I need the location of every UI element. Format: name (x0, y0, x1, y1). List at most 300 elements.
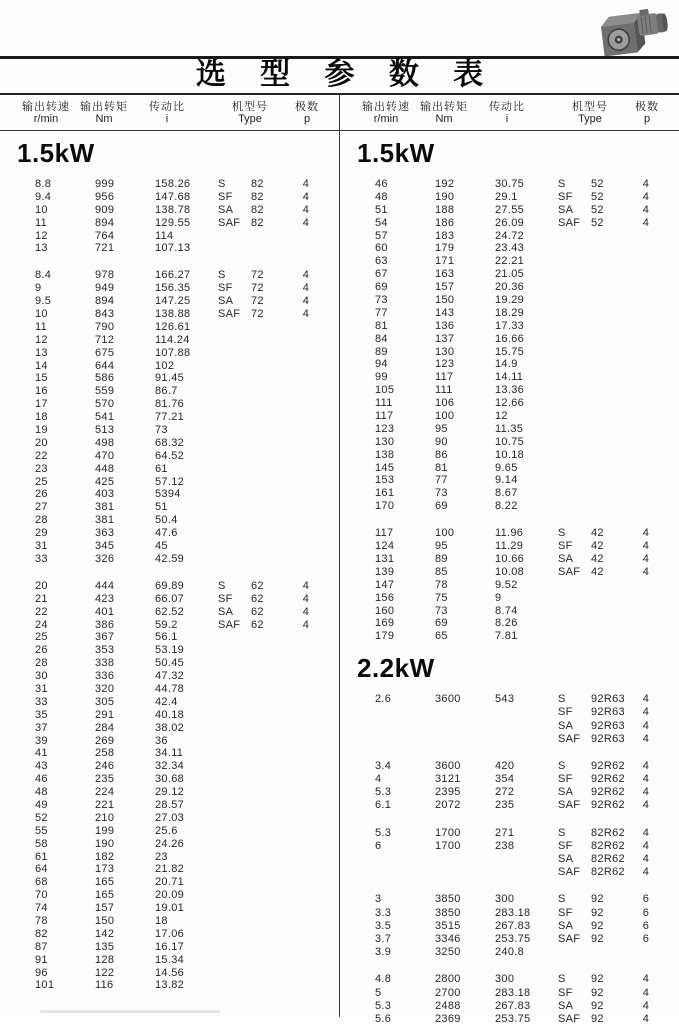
table-row (0, 398, 339, 411)
cell-torque: 171 (435, 255, 455, 268)
cell-ratio: 44.78 (155, 682, 185, 695)
cell-torque: 721 (95, 242, 115, 255)
cell-type-model (251, 488, 291, 501)
cell-type-prefix (218, 411, 251, 424)
cell-type-model (251, 760, 291, 773)
cell-type-prefix (218, 670, 251, 683)
cell-ratio: 11.29 (495, 540, 524, 553)
cell-speed: 67 (375, 268, 388, 281)
cell-type-prefix: SAF (558, 932, 581, 945)
cell-torque: 345 (95, 540, 115, 553)
cell-ratio: 27.03 (155, 811, 185, 824)
cell-ratio: 283.18 (495, 906, 531, 919)
cell-poles (291, 242, 321, 255)
cell-speed: 28 (35, 514, 48, 527)
row-group (340, 827, 679, 880)
cell-type-model (251, 657, 291, 670)
gear-motor-photo (592, 3, 672, 63)
table-row (340, 566, 679, 579)
column-unit-poles: p (303, 113, 311, 125)
cell-torque: 75 (435, 591, 448, 604)
cell-type-prefix: SAF (218, 216, 241, 229)
cell-type-prefix: S (558, 527, 566, 540)
cell-speed: 26 (35, 644, 48, 657)
cell-torque (435, 720, 495, 733)
cell-type-prefix (558, 462, 591, 475)
cell-torque: 128 (95, 953, 115, 966)
cell-torque: 165 (95, 876, 115, 889)
cell-torque: 123 (435, 358, 455, 371)
cell-speed: 51 (375, 203, 388, 216)
cell-poles (291, 437, 321, 450)
cell-type-prefix (218, 398, 251, 411)
cell-torque: 73 (435, 604, 448, 617)
cell-speed: 20 (35, 436, 48, 449)
cell-speed: 78 (35, 914, 48, 927)
cell-type-prefix: SA (558, 853, 574, 866)
cell-poles (291, 889, 321, 902)
cell-type-model: 92R63 (591, 706, 625, 719)
cell-type-prefix: SAF (218, 618, 241, 631)
cell-type-prefix (218, 954, 251, 967)
cell-poles: 4 (642, 799, 650, 812)
cell-torque: 3600 (435, 693, 461, 706)
cell-speed (375, 706, 435, 719)
cell-type-model (251, 398, 291, 411)
cell-torque: 100 (435, 527, 455, 540)
table-row (340, 410, 679, 423)
cell-torque: 157 (435, 281, 455, 294)
cell-torque: 949 (95, 282, 115, 295)
cell-torque: 77 (435, 474, 448, 487)
cell-type-model (251, 631, 291, 644)
cell-type-prefix (218, 967, 251, 980)
power-rating-heading: 1.5kW (357, 138, 435, 168)
cell-type-prefix: S (558, 178, 566, 190)
cell-type-prefix: SAF (558, 799, 581, 812)
cell-type-prefix: SAF (558, 565, 581, 578)
cell-ratio: 59.2 (155, 618, 178, 631)
cell-poles (291, 928, 321, 941)
cell-type-prefix: SF (558, 540, 573, 553)
cell-poles: 4 (642, 178, 650, 190)
cell-speed: 139 (375, 565, 395, 578)
cell-type-prefix: S (558, 759, 566, 772)
cell-ratio: 68.32 (155, 436, 185, 449)
cell-speed: 169 (375, 617, 395, 630)
cell-type-model (251, 799, 291, 812)
cell-ratio: 7.81 (495, 630, 518, 643)
page-title: 选 型 参 数 表 (195, 58, 497, 91)
cell-speed: 26 (35, 488, 48, 501)
cell-type-prefix (558, 423, 591, 436)
cell-ratio: 14.9 (495, 358, 518, 371)
cell-type-prefix (218, 863, 251, 876)
table-row (0, 321, 339, 334)
cell-ratio: 16.17 (155, 940, 185, 953)
cell-ratio: 38.02 (155, 721, 185, 734)
cell-ratio: 14.11 (495, 371, 524, 384)
cell-torque: 95 (435, 540, 448, 553)
cell-torque (435, 853, 495, 866)
table-row (0, 593, 339, 606)
cell-speed: 84 (375, 332, 388, 345)
cell-type-model (591, 410, 631, 423)
cell-poles (291, 385, 321, 398)
cell-type-model (251, 902, 291, 915)
table-row (0, 488, 339, 501)
column-header-speed: 输出转速 (22, 101, 70, 113)
cell-ratio: 11.35 (495, 422, 524, 435)
cell-speed: 31 (35, 682, 48, 695)
cell-type-prefix (218, 696, 251, 709)
cell-poles (631, 579, 661, 592)
cell-type-model (251, 437, 291, 450)
cell-type-model: 92R62 (591, 759, 625, 772)
cell-speed: 160 (375, 604, 395, 617)
cell-speed: 49 (35, 798, 48, 811)
cell-speed (375, 733, 435, 746)
cell-type-prefix (558, 242, 591, 255)
cell-type-prefix (218, 786, 251, 799)
cell-poles: 4 (642, 552, 650, 565)
table-row (340, 268, 679, 281)
cell-type-model (591, 307, 631, 320)
cell-speed: 25 (35, 475, 48, 488)
cell-type-prefix: SF (218, 592, 233, 605)
cell-torque: 843 (95, 308, 115, 321)
cell-type-model: 92 (591, 919, 604, 932)
cell-poles: 4 (642, 786, 650, 799)
table-row (0, 915, 339, 928)
cell-ratio: 10.66 (495, 552, 525, 565)
table-row (0, 683, 339, 696)
cell-ratio: 283.18 (495, 986, 531, 999)
cell-speed: 3.7 (375, 932, 392, 945)
cell-speed: 77 (375, 306, 388, 319)
cell-type-prefix: S (558, 826, 566, 839)
cell-speed: 60 (375, 242, 388, 255)
row-group (0, 580, 339, 993)
cell-speed: 179 (375, 630, 395, 643)
cell-speed: 55 (35, 824, 48, 837)
cell-torque: 86 (435, 448, 448, 461)
cell-type-prefix: SA (558, 203, 574, 216)
header-labels-row (340, 98, 679, 112)
table-row (340, 358, 679, 371)
table-row (340, 487, 679, 500)
cell-poles (291, 696, 321, 709)
cell-ratio: 8.26 (495, 617, 518, 630)
column-unit-poles: p (643, 113, 651, 125)
row-group (340, 893, 679, 959)
cell-type-prefix (218, 463, 251, 476)
cell-type-prefix: S (558, 893, 566, 906)
cell-poles (291, 501, 321, 514)
cell-type-prefix (218, 722, 251, 735)
cell-torque: 3850 (435, 906, 461, 919)
cell-torque: 386 (95, 618, 115, 631)
column-header-poles: 极数 (295, 101, 319, 113)
cell-type-model: 52 (591, 203, 604, 216)
cell-speed: 5.3 (375, 826, 392, 839)
cell-poles (631, 358, 661, 371)
cell-speed: 117 (375, 410, 394, 423)
cell-type-model (251, 450, 291, 463)
cell-poles (291, 334, 321, 347)
table-row (0, 411, 339, 424)
cell-poles: 4 (302, 618, 310, 631)
cell-type-model: 92 (591, 893, 604, 906)
cell-type-prefix (558, 358, 591, 371)
cell-speed: 24 (35, 618, 48, 631)
cell-ratio: 30.75 (495, 178, 525, 190)
cell-ratio: 14.56 (155, 966, 185, 979)
cell-ratio: 9 (495, 591, 502, 604)
cell-type-model (251, 863, 291, 876)
cell-torque: 1700 (435, 826, 461, 839)
cell-ratio: 66.07 (155, 592, 185, 605)
cell-poles (291, 657, 321, 670)
cell-ratio: 45 (155, 540, 168, 553)
cell-ratio: 10.75 (495, 435, 525, 448)
row-group (340, 693, 679, 746)
cell-torque: 150 (435, 294, 455, 307)
cell-type-prefix (218, 735, 251, 748)
cell-torque: 326 (95, 552, 115, 565)
cell-type-prefix: S (218, 269, 226, 282)
cell-poles (291, 670, 321, 683)
cell-torque: 122 (95, 966, 115, 979)
cell-poles: 6 (642, 919, 650, 932)
cell-ratio: 28.57 (155, 798, 185, 811)
cell-type-model (251, 411, 291, 424)
cell-speed: 22 (35, 605, 48, 618)
table-row (340, 720, 679, 733)
cell-ratio: 8.67 (495, 487, 518, 500)
cell-ratio: 18 (155, 914, 168, 927)
cell-speed: 5.3 (375, 999, 392, 1012)
table-row (340, 255, 679, 268)
table-row (0, 786, 339, 799)
cell-torque: 353 (95, 644, 115, 657)
cell-ratio: 138.78 (155, 203, 191, 216)
header-units-row (0, 113, 339, 127)
table-row (340, 933, 679, 946)
cell-ratio: 24.26 (155, 837, 185, 850)
column-header-type: 机型号 (572, 101, 608, 113)
cell-type-model (251, 967, 291, 980)
cell-torque: 190 (435, 190, 455, 203)
cell-type-model (251, 851, 291, 864)
cell-ratio (495, 853, 558, 866)
column-unit-type: Type (578, 113, 602, 125)
cell-type-prefix (218, 514, 251, 527)
cell-type-model: 82 (251, 216, 264, 229)
cell-speed: 161 (375, 487, 395, 500)
table-row (340, 423, 679, 436)
cell-ratio: 19.01 (155, 902, 185, 915)
cell-type-prefix: SF (558, 706, 573, 719)
cell-torque: 2488 (435, 999, 461, 1012)
cell-type-model (251, 424, 291, 437)
cell-poles (631, 255, 661, 268)
cell-type-model (251, 514, 291, 527)
table-row (0, 825, 339, 838)
cell-speed: 73 (375, 294, 388, 307)
cell-ratio: 12.66 (495, 397, 525, 410)
cell-ratio: 10.18 (495, 448, 525, 461)
cell-ratio: 156.35 (155, 282, 191, 295)
cell-ratio: 42.59 (155, 552, 185, 565)
table-row (340, 760, 679, 773)
cell-speed: 147 (375, 578, 395, 591)
cell-torque: 69 (435, 617, 448, 630)
cell-type-model (251, 670, 291, 683)
cell-speed: 5 (375, 986, 382, 999)
cell-type-model (591, 281, 631, 294)
cell-poles (291, 979, 321, 992)
cell-type-model (251, 360, 291, 373)
cell-poles (291, 709, 321, 722)
cell-type-prefix (558, 946, 591, 959)
table-header-left (0, 96, 339, 130)
cell-torque: 90 (435, 435, 448, 448)
cell-type-prefix (558, 436, 591, 449)
table-row (0, 514, 339, 527)
cell-type-model (591, 384, 631, 397)
table-row (340, 333, 679, 346)
cell-type-model (251, 476, 291, 489)
table-row (340, 920, 679, 933)
table-row (0, 437, 339, 450)
table-row (0, 696, 339, 709)
cell-type-prefix (218, 760, 251, 773)
cell-speed: 13 (35, 346, 48, 359)
table-row (0, 644, 339, 657)
cell-torque: 150 (95, 914, 115, 927)
cell-speed: 46 (375, 178, 388, 190)
table-row (0, 217, 339, 230)
cell-speed: 130 (375, 435, 395, 448)
cell-speed: 6 (375, 839, 382, 852)
cell-type-prefix: SF (558, 190, 573, 203)
cell-type-model (591, 333, 631, 346)
cell-poles: 4 (642, 693, 650, 706)
cell-type-prefix (558, 474, 591, 487)
cell-type-model: 82R62 (591, 839, 625, 852)
cell-type-prefix (218, 838, 251, 851)
table-row (0, 178, 339, 191)
cell-speed: 16 (35, 385, 48, 398)
row-group (340, 973, 679, 1026)
cell-poles (291, 799, 321, 812)
cell-speed: 11 (35, 320, 48, 333)
cell-poles: 4 (302, 216, 310, 229)
cell-type-prefix: SF (218, 282, 233, 295)
table-row (340, 617, 679, 630)
cell-type-prefix (218, 488, 251, 501)
cell-ratio: 36 (155, 734, 168, 747)
cell-poles (631, 346, 661, 359)
cell-type-model (251, 553, 291, 566)
cell-speed: 12 (35, 333, 48, 346)
table-row (0, 941, 339, 954)
cell-poles: 4 (302, 282, 310, 295)
cell-type-model (251, 242, 291, 255)
cell-torque: 89 (435, 552, 448, 565)
cell-speed: 153 (375, 474, 395, 487)
cell-poles: 6 (642, 906, 650, 919)
cell-ratio (495, 733, 558, 746)
cell-speed: 57 (375, 229, 388, 242)
cell-type-prefix (218, 747, 251, 760)
cell-speed: 96 (35, 966, 48, 979)
cell-poles (291, 838, 321, 851)
table-row (340, 307, 679, 320)
cell-type-prefix (218, 476, 251, 489)
cell-poles (631, 592, 661, 605)
cell-type-model: 72 (251, 295, 264, 308)
cell-ratio: 114.24 (155, 333, 190, 346)
table-row (0, 424, 339, 437)
cell-ratio: 18.29 (495, 306, 525, 319)
table-row (0, 760, 339, 773)
cell-type-prefix: SF (218, 190, 233, 203)
cell-speed: 69 (375, 281, 388, 294)
cell-type-model (251, 812, 291, 825)
table-row (0, 347, 339, 360)
cell-torque: 269 (95, 734, 115, 747)
cell-speed: 13 (35, 242, 48, 255)
cell-type-model (251, 825, 291, 838)
cell-poles: 4 (642, 706, 650, 719)
cell-speed: 74 (35, 902, 48, 915)
cell-type-prefix: SA (558, 552, 574, 565)
table-row (0, 527, 339, 540)
cell-ratio: 69.89 (155, 579, 185, 592)
cell-poles (291, 967, 321, 980)
cell-speed: 3.3 (375, 906, 392, 919)
cell-type-model: 82R62 (591, 866, 625, 879)
cell-ratio: 166.27 (155, 269, 191, 282)
cell-ratio: 9.65 (495, 461, 518, 474)
cell-ratio: 77.21 (155, 411, 185, 424)
cell-type-prefix (218, 553, 251, 566)
column-unit-type: Type (238, 113, 262, 125)
cell-type-model (591, 500, 631, 513)
cell-type-model: 62 (251, 592, 264, 605)
cell-poles (631, 294, 661, 307)
cell-speed: 17 (35, 398, 48, 411)
cell-speed: 28 (35, 657, 48, 670)
cell-torque: 2800 (435, 973, 461, 986)
cell-torque: 559 (95, 385, 115, 398)
cell-ratio: 20.09 (155, 889, 185, 902)
cell-type-prefix: S (218, 178, 226, 190)
cell-ratio: 30.68 (155, 773, 185, 786)
scan-artifact (40, 1010, 220, 1013)
cell-ratio: 300 (495, 973, 515, 986)
cell-ratio: 420 (495, 759, 515, 772)
cell-poles (631, 230, 661, 243)
cell-ratio: 22.21 (495, 255, 525, 268)
cell-type-prefix: SF (558, 773, 573, 786)
cell-type-model (251, 722, 291, 735)
cell-type-model (251, 696, 291, 709)
cell-ratio: 17.33 (495, 319, 525, 332)
cell-speed: 123 (375, 422, 395, 435)
